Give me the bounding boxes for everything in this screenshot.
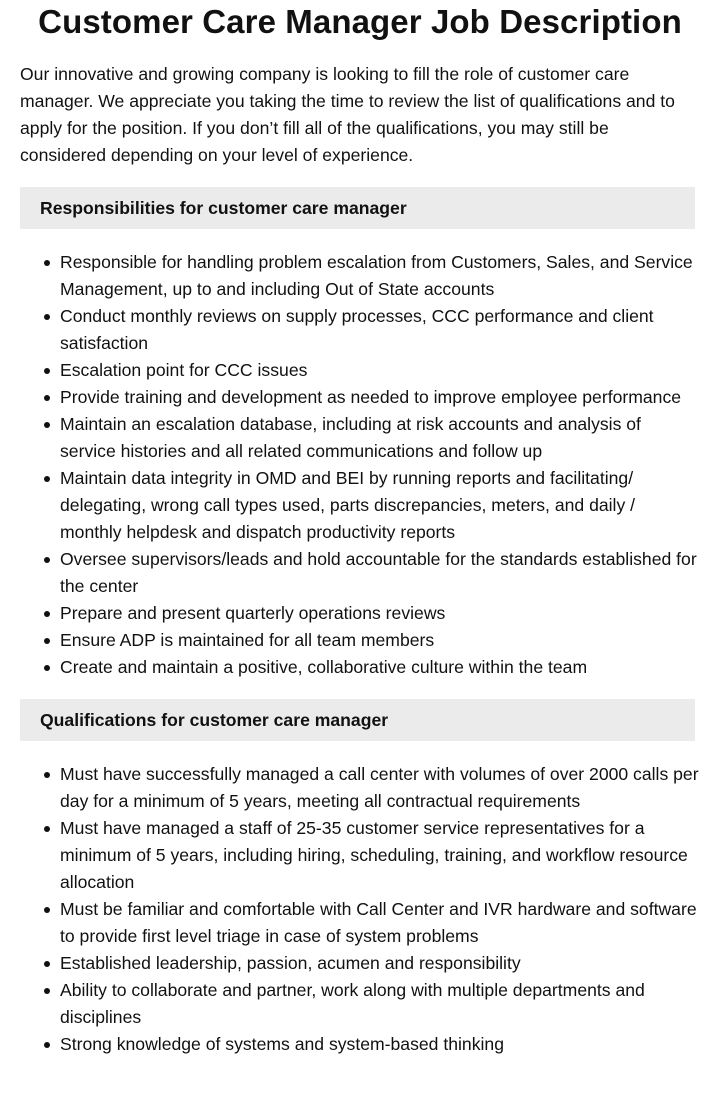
list-item: Create and maintain a positive, collaborative culture within the team	[60, 654, 700, 681]
list-item: Escalation point for CCC issues	[60, 357, 700, 384]
list-item: Ability to collaborate and partner, work along with multiple departments and disciplines	[60, 977, 700, 1031]
responsibilities-list	[0, 249, 700, 681]
list-item: Maintain an escalation database, including at risk accounts and analysis of service histories and all related communications and follow up	[60, 411, 700, 465]
list-item: Oversee supervisors/leads and hold accountable for the standards established for the center	[60, 546, 700, 600]
list-item: Responsible for handling problem escalation from Customers, Sales, and Service Management, up to and including Out of State accounts	[60, 249, 700, 303]
list-item: Must have managed a staff of 25-35 customer service representatives for a minimum of 5 years, including hiring, scheduling, training, and workflow resource allocation	[60, 815, 700, 896]
intro-paragraph: Our innovative and growing company is looking to fill the role of customer care manager. We appreciate you taking the time to review the list of qualifications and to apply for the position. If you don’t fill all of the qualifications, you may still be considered depending on your level of experience.	[20, 64, 675, 165]
list-item: Must be familiar and comfortable with Call Center and IVR hardware and software to provide first level triage in case of system problems	[60, 896, 700, 950]
list-item: Maintain data integrity in OMD and BEI by running reports and facilitating/ delegating, wrong call types used, parts discrepancies, meters, and daily / monthly helpdesk and dispatch productivity reports	[60, 465, 700, 546]
list-item: Strong knowledge of systems and system-based thinking	[60, 1031, 700, 1058]
list-item: Prepare and present quarterly operations reviews	[60, 600, 700, 627]
responsibilities-heading: Responsibilities for customer care manager	[20, 187, 695, 229]
page-title: Customer Care Manager Job Description	[38, 3, 682, 40]
list-item: Established leadership, passion, acumen and responsibility	[60, 950, 700, 977]
list-item: Provide training and development as needed to improve employee performance	[60, 384, 700, 411]
qualifications-heading: Qualifications for customer care manager	[20, 699, 695, 741]
list-item: Conduct monthly reviews on supply processes, CCC performance and client satisfaction	[60, 303, 700, 357]
list-item: Ensure ADP is maintained for all team members	[60, 627, 700, 654]
qualifications-list	[0, 761, 700, 1058]
list-item: Must have successfully managed a call center with volumes of over 2000 calls per day for a minimum of 5 years, meeting all contractual requirements	[60, 761, 700, 815]
